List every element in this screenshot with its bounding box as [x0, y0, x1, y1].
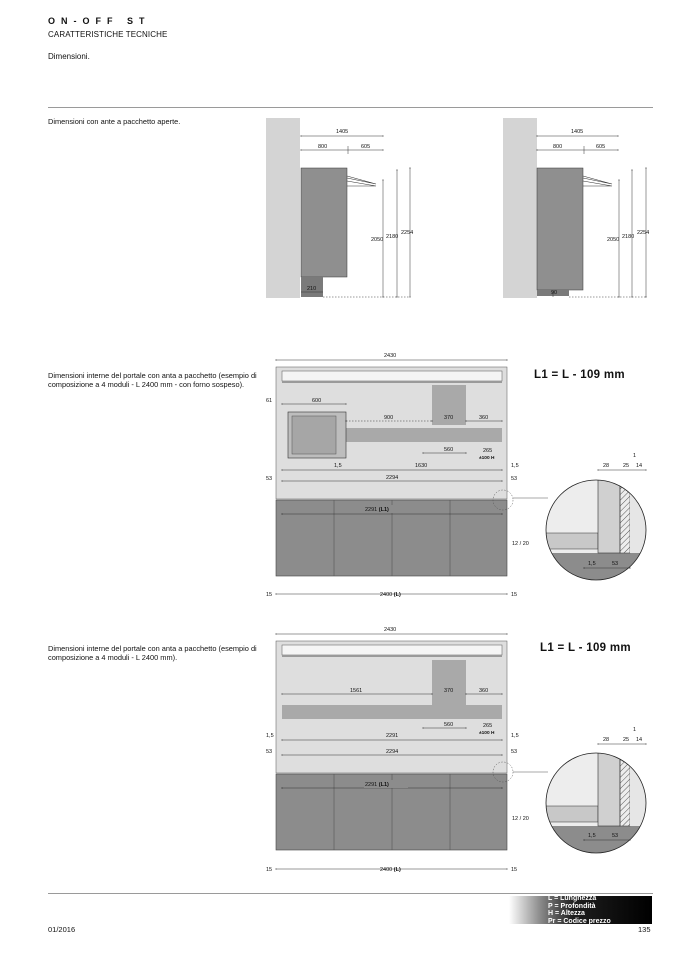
legend-depth: P = Profondità — [548, 902, 596, 910]
dim-15b-b3: 1,5 — [511, 733, 519, 739]
detail-circle-b2 — [512, 453, 646, 583]
dim-605-left: 605 — [361, 144, 371, 150]
svg-text:2291 (L1) — [365, 782, 389, 788]
dim-1561-b3: 1561 — [350, 688, 363, 694]
detail-14-b2: 14 — [636, 463, 643, 469]
dim-605-right: 605 — [596, 144, 606, 150]
cabinet-right — [537, 168, 583, 290]
dim-265-b3: 265 — [483, 723, 493, 729]
bottom-divider — [48, 893, 653, 894]
dim-100h-b3: ±100 H — [479, 731, 495, 736]
dim-560-b3: 560 — [444, 722, 454, 728]
section-title: Dimensioni. — [48, 52, 90, 61]
detail-53-b2: 53 — [612, 561, 619, 567]
dim-2180-right: 2180 — [622, 234, 635, 240]
footer-date: 01/2016 — [48, 925, 76, 934]
dim-1405-left: 1405 — [336, 129, 349, 135]
legend — [548, 895, 611, 925]
dim-15r-b2: 15 — [511, 592, 518, 598]
dim-2050-right: 2050 — [607, 237, 620, 243]
dim-inner-tag-b3: (L1) — [378, 782, 389, 788]
dim-inner-b2: 2291 — [365, 507, 378, 513]
shelf-b2 — [345, 428, 502, 442]
dim-600-b2: 600 — [312, 398, 322, 404]
dim-370-b2: 370 — [444, 415, 454, 421]
dim-2430-b3: 2430 — [384, 627, 397, 633]
dim-2430-b2: 2430 — [384, 353, 397, 359]
block1-description: Dimensioni con ante a pacchetto aperte. — [48, 117, 181, 126]
dim-2400-b2: 2400 — [380, 592, 393, 598]
svg-text:2400 (L) — [380, 867, 401, 873]
dim-265-b2: 265 — [483, 448, 493, 454]
dim-2400-tag-b2: (L) — [393, 592, 401, 598]
dim-53b-b3: 53 — [511, 749, 518, 755]
dim-61-b2: 61 — [266, 398, 273, 404]
page-number: 135 — [638, 925, 651, 934]
dim-53a-b2: 53 — [266, 476, 273, 482]
wall-left — [266, 118, 300, 298]
dim-base-left: 210 — [307, 286, 317, 292]
dim-360-b2: 360 — [479, 415, 489, 421]
legend-length: L = Lunghezza — [548, 895, 597, 902]
dim-15l-b3: 15 — [266, 867, 273, 873]
detail-circle-b3 — [512, 727, 646, 856]
portal-front-view-oven — [266, 353, 548, 598]
dim-15a-b2: 1,5 — [334, 463, 342, 469]
detail-1-b3: 1 — [633, 727, 637, 733]
dim-15r-b3: 15 — [511, 867, 518, 873]
block3-formula: L1 = L - 109 mm — [540, 642, 631, 654]
page-subtitle: CARATTERISTICHE TECNICHE — [48, 30, 168, 39]
block2-description: Dimensioni interne del portale con anta a pacchetto (esempio di composizione a 4 moduli - L 2400 mm - con forno sospeso). — [48, 371, 257, 389]
cabinet-left — [301, 168, 347, 277]
dim-1405-right: 1405 — [571, 129, 584, 135]
detail-1220-b2: 12 / 20 — [512, 541, 529, 547]
dim-2254-right: 2254 — [637, 230, 650, 236]
dim-15l-b2: 15 — [266, 592, 273, 598]
hood-b3 — [432, 660, 466, 705]
dim-370-b3: 370 — [444, 688, 454, 694]
brand-title: ON-OFF ST — [48, 16, 151, 26]
svg-text:2291 (L1) — [365, 507, 389, 513]
dim-900-b2: 900 — [384, 415, 394, 421]
legend-height: H = Altezza — [548, 910, 585, 918]
dim-2050-left: 2050 — [371, 237, 384, 243]
dim-2294-b3: 2294 — [386, 749, 399, 755]
dim-15a-b3: 1,5 — [266, 733, 274, 739]
detail-15-b3: 1,5 — [588, 833, 596, 839]
dim-53a-b3: 53 — [266, 749, 273, 755]
shelf-b3 — [282, 705, 502, 719]
svg-text:2400 (L) — [380, 592, 401, 598]
detail-25-b3: 25 — [623, 737, 630, 743]
dim-inner-b3: 2291 — [365, 782, 378, 788]
legend-price-code: Pr = Codice prezzo — [548, 917, 611, 925]
dim-2294-b2: 2294 — [386, 475, 399, 481]
side-view-right — [503, 118, 649, 298]
block2-formula: L1 = L - 109 mm — [534, 369, 625, 381]
dim-53b-b2: 53 — [511, 476, 518, 482]
detail-15-b2: 1,5 — [588, 561, 596, 567]
dim-800-left: 800 — [318, 144, 328, 150]
dim-800-right: 800 — [553, 144, 563, 150]
dim-2291-b3: 2291 — [386, 733, 399, 739]
side-view-left — [266, 118, 413, 298]
dim-15b-b2: 1,5 — [511, 463, 519, 469]
detail-25-b2: 25 — [623, 463, 630, 469]
dim-inner-tag-b2: (L1) — [378, 507, 389, 513]
dim-2400-tag-b3: (L) — [393, 867, 401, 873]
portal-front-view — [266, 627, 548, 873]
detail-28-b2: 28 — [603, 463, 610, 469]
dim-base-right: 90 — [551, 290, 558, 296]
dim-2180-left: 2180 — [386, 234, 399, 240]
dim-2400-b3: 2400 — [380, 867, 393, 873]
detail-1-b2: 1 — [633, 453, 637, 459]
dim-100h-b2: ±100 H — [479, 456, 495, 461]
detail-14-b3: 14 — [636, 737, 643, 743]
dim-360-b3: 360 — [479, 688, 489, 694]
detail-53-b3: 53 — [612, 833, 619, 839]
wall-right — [503, 118, 537, 298]
dim-2254-left: 2254 — [401, 230, 414, 236]
dim-560-b2: 560 — [444, 447, 454, 453]
dim-1630-b2: 1630 — [415, 463, 428, 469]
detail-1220-b3: 12 / 20 — [512, 816, 529, 822]
detail-28-b3: 28 — [603, 737, 610, 743]
block3-description: Dimensioni interne del portale con anta a pacchetto (esempio di composizione a 4 moduli - L 2400 mm). — [48, 644, 257, 662]
